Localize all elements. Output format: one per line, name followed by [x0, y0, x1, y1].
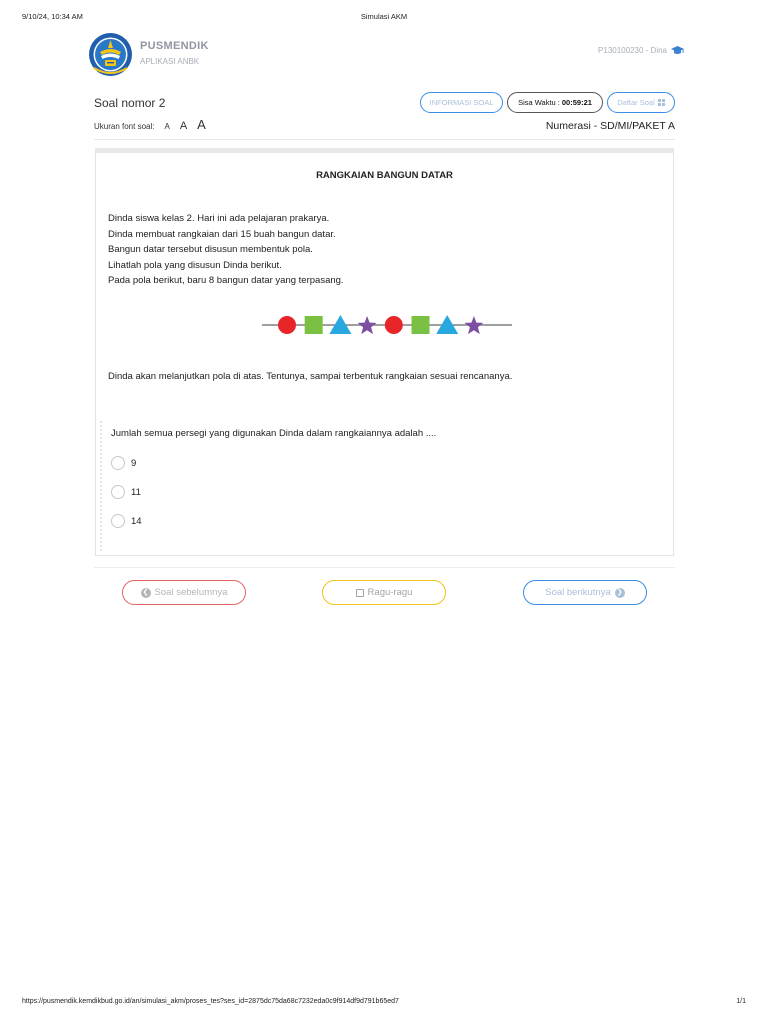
- stimulus-line: Lihatlah pola yang disusun Dinda berikut.: [108, 259, 282, 271]
- pattern-square: [412, 316, 430, 334]
- print-page-number: 1/1: [736, 998, 746, 1005]
- stimulus-continuation: Dinda akan melanjutkan pola di atas. Tentunya, sampai terbentuk rangkaian sesuai rencananya.: [108, 371, 513, 382]
- pattern-square: [305, 316, 323, 334]
- chevron-left-icon: ❮: [141, 588, 151, 598]
- tut-wuri-handayani-logo: [88, 32, 133, 77]
- question-prompt: Jumlah semua persegi yang digunakan Dinda dalam rangkaiannya adalah ....: [111, 428, 437, 439]
- pattern-star: [464, 316, 483, 334]
- header-controls: [420, 92, 675, 113]
- font-size-medium-button[interactable]: A: [179, 120, 188, 132]
- question-list-label: Daftar Soal: [617, 98, 655, 107]
- font-size-label: Ukuran font soal:: [94, 122, 155, 131]
- subject-label: Numerasi - SD/MI/PAKET A: [545, 120, 675, 132]
- chevron-right-icon: ❯: [615, 588, 625, 598]
- option-label: 9: [131, 457, 137, 469]
- print-footer: [22, 998, 746, 1010]
- question-list-button[interactable]: [607, 92, 675, 113]
- print-url: https://pusmendik.kemdikbud.go.id/an/simulasi_akm/proses_tes?ses_id=2875dc75da68c7232eda0c9f914df9d791b65ed7: [22, 998, 399, 1005]
- pattern-circle: [385, 316, 403, 334]
- next-question-button[interactable]: [523, 580, 647, 605]
- print-title: Simulasi AKM: [360, 12, 408, 21]
- option-label: 11: [131, 486, 141, 498]
- question-divider: [100, 421, 102, 551]
- grid-icon: [658, 99, 665, 106]
- timer-display: [507, 92, 603, 113]
- timer-label: Sisa Waktu :: [518, 98, 560, 107]
- option-b[interactable]: [111, 485, 141, 499]
- doubt-button[interactable]: [322, 580, 446, 605]
- option-radio[interactable]: [111, 456, 125, 470]
- graduation-cap-icon: [671, 46, 684, 55]
- navigation-divider: [94, 567, 675, 568]
- font-size-selector: [94, 117, 206, 132]
- app-header: [88, 32, 684, 80]
- stimulus-text: [108, 211, 658, 289]
- option-c[interactable]: [111, 514, 142, 528]
- pattern-star: [358, 316, 377, 334]
- print-datetime: 9/10/24, 10:34 AM: [22, 12, 83, 21]
- user-label: P130100230 - Dina: [598, 46, 667, 55]
- doubt-label: Ragu-ragu: [367, 587, 413, 598]
- previous-question-label: Soal sebelumnya: [154, 587, 228, 598]
- question-number: Soal nomor 2: [94, 96, 166, 110]
- font-size-small-button[interactable]: A: [164, 122, 170, 131]
- stimulus-line: Dinda siswa kelas 2. Hari ini ada pelajaran prakarya.: [108, 213, 330, 224]
- shape-pattern-image: [262, 313, 512, 337]
- option-radio[interactable]: [111, 485, 125, 499]
- option-a[interactable]: [111, 456, 136, 470]
- question-header: [94, 92, 675, 140]
- checkbox-icon: [356, 589, 364, 597]
- brand-subtitle: APLIKASI ANBK: [140, 57, 200, 66]
- brand-name: PUSMENDIK: [140, 40, 209, 52]
- user-info: [598, 46, 684, 55]
- question-title: RANGKAIAN BANGUN DATAR: [316, 170, 453, 181]
- font-size-large-button[interactable]: A: [197, 117, 206, 132]
- stimulus-line: Bangun datar tersebut disusun membentuk pola.: [108, 244, 313, 256]
- print-header: [22, 12, 746, 24]
- option-radio[interactable]: [111, 514, 125, 528]
- stimulus-line: Dinda membuat rangkaian dari 15 buah bangun datar.: [108, 228, 336, 240]
- pattern-circle: [278, 316, 296, 334]
- question-info-button[interactable]: INFORMASI SOAL: [420, 92, 503, 113]
- previous-question-button[interactable]: [122, 580, 246, 605]
- question-card: [95, 148, 674, 556]
- next-question-label: Soal berikutnya: [545, 587, 611, 598]
- timer-value: 00:59:21: [561, 98, 592, 107]
- stimulus-line: Pada pola berikut, baru 8 bangun datar yang terpasang.: [108, 275, 344, 287]
- option-label: 14: [131, 515, 142, 527]
